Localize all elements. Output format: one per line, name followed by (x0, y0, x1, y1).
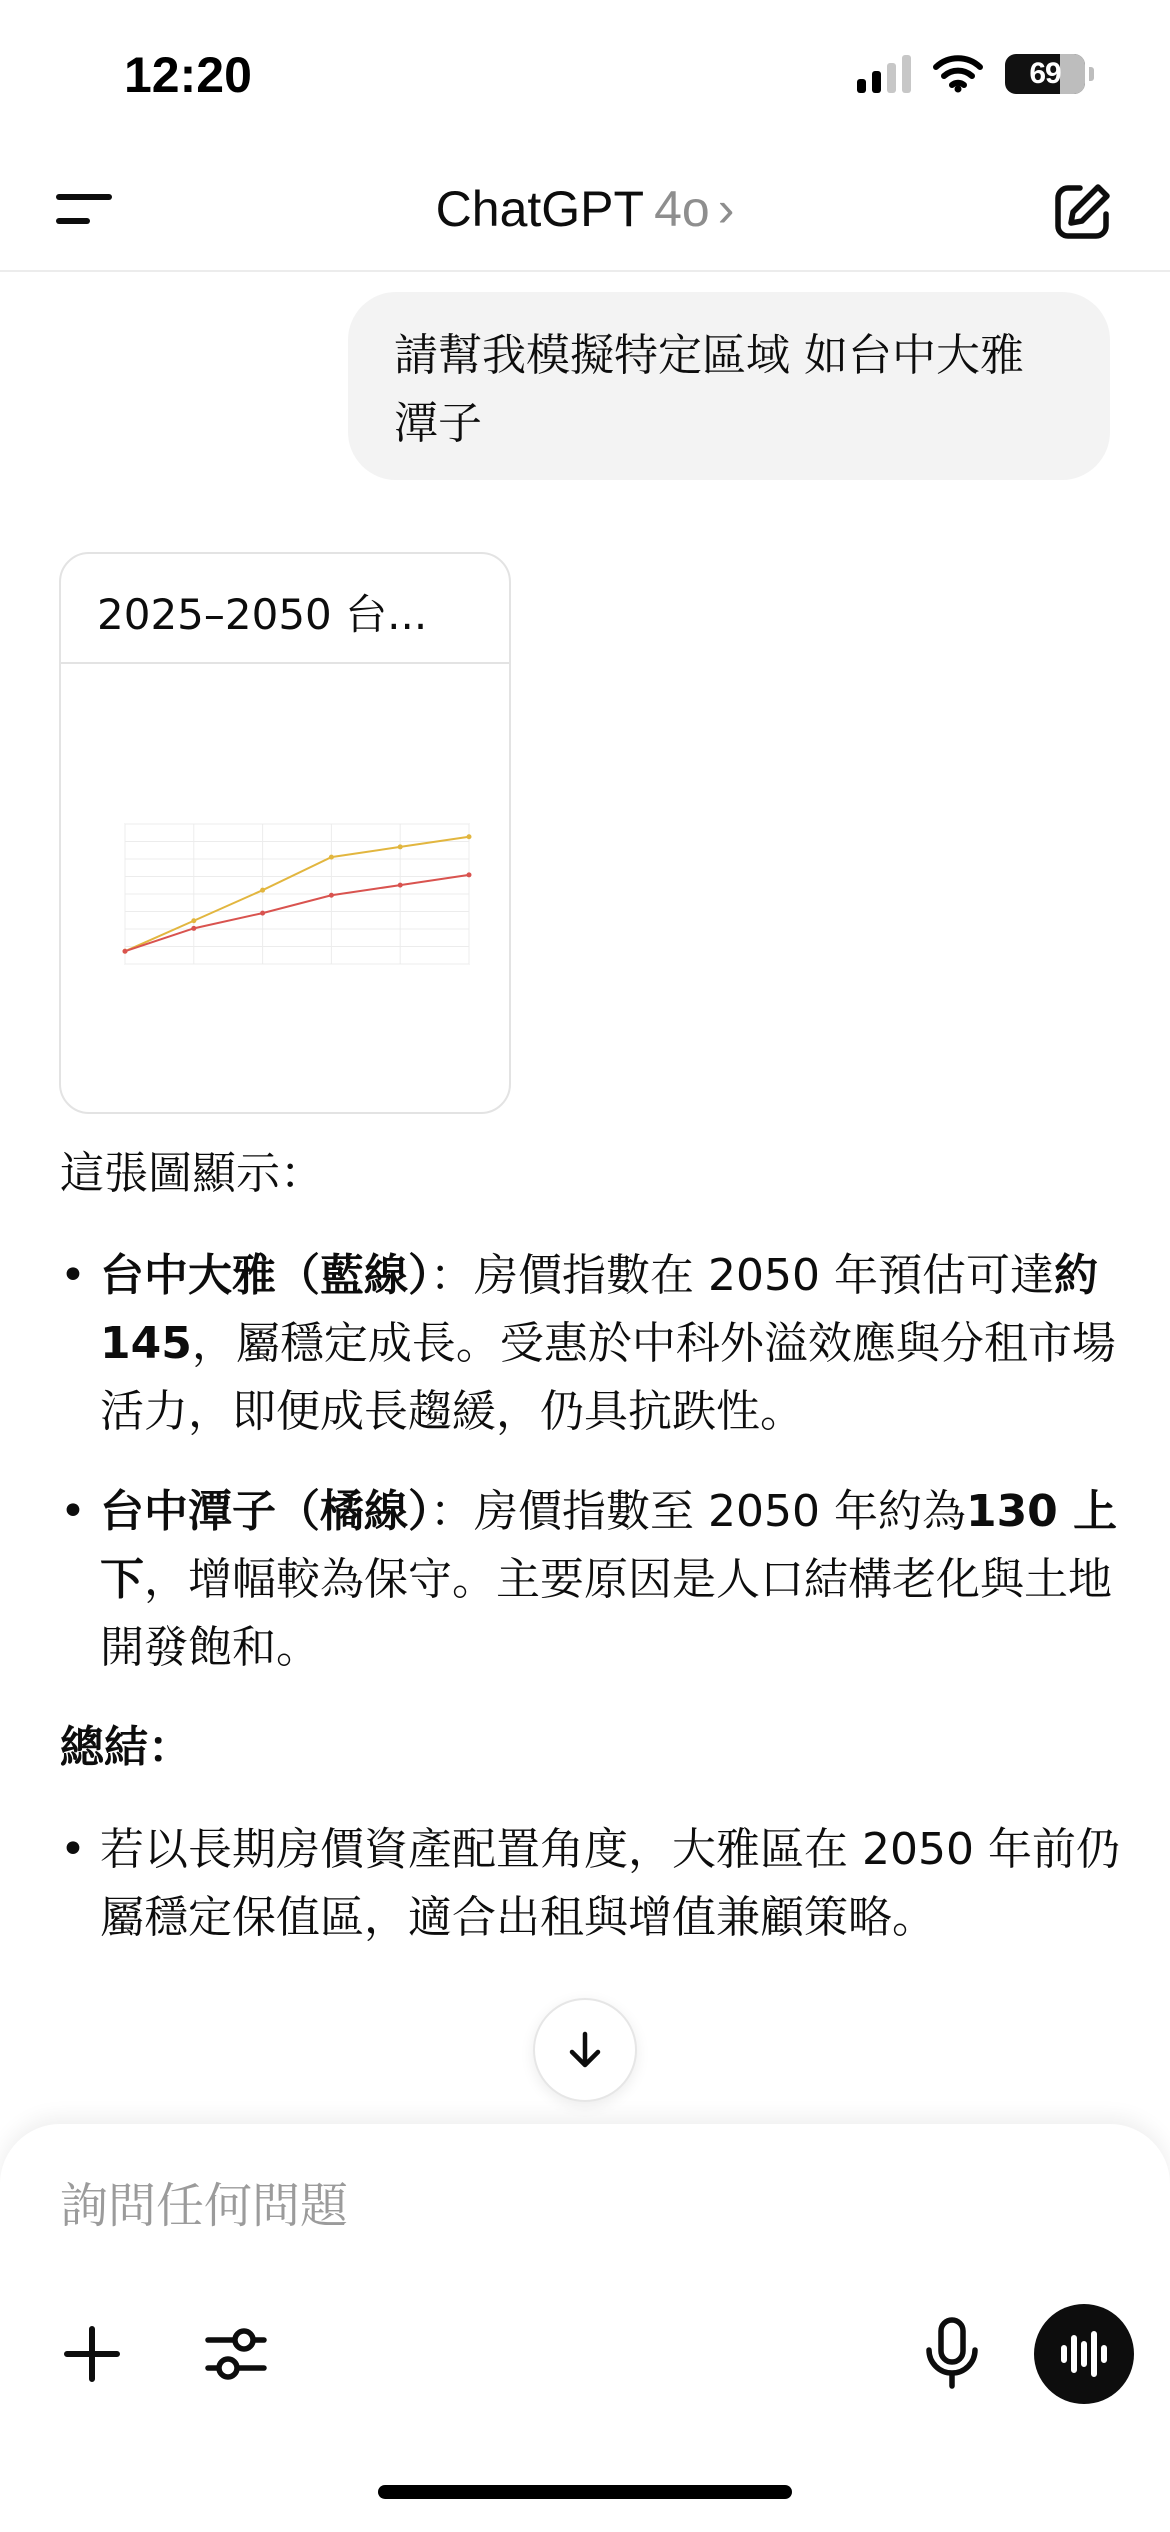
user-message-bubble: 請幫我模擬特定區域 如台中大雅 潭子 (348, 292, 1110, 480)
model-selector[interactable] (0, 180, 1170, 238)
bullet-value: 約 145 (100, 1250, 1098, 1369)
summary-heading: 總結： (60, 1722, 192, 1773)
data-point (123, 949, 128, 954)
series-line (125, 875, 469, 951)
battery-icon (1005, 54, 1085, 94)
data-point (191, 926, 196, 931)
battery-cap (1089, 67, 1094, 81)
wifi-icon (933, 55, 983, 93)
home-indicator (378, 2485, 792, 2499)
model-name: 4o (654, 181, 710, 237)
assistant-message (60, 1140, 1120, 1984)
line-chart (61, 664, 509, 1112)
battery-level: 69 (1029, 57, 1061, 90)
status-icons (857, 54, 1094, 94)
data-point (191, 918, 196, 923)
data-point (260, 911, 265, 916)
summary-bullets (60, 1816, 1120, 1952)
data-point (329, 893, 334, 898)
bullet-text: ：房價指數至 2050 年約為 (430, 1486, 966, 1537)
data-point (467, 834, 472, 839)
chart-card-title: 2025–2050 台... (61, 554, 509, 664)
new-chat-button[interactable] (1052, 180, 1114, 242)
message-input[interactable] (60, 2178, 960, 2234)
microphone-button[interactable] (922, 2316, 982, 2392)
chat-header (0, 150, 1170, 272)
composer (0, 2124, 1170, 2532)
microphone-icon (922, 2316, 982, 2392)
answer-intro: 這張圖顯示： (60, 1148, 324, 1199)
bullet-text: ：房價指數在 2050 年預估可達 (430, 1250, 1054, 1301)
voice-waveform-icon (1058, 2330, 1110, 2378)
data-point (398, 844, 403, 849)
edit-icon (1052, 180, 1114, 242)
tools-button[interactable] (204, 2322, 268, 2386)
chevron-right-icon: › (717, 181, 735, 237)
bullet-heading: 台中大雅（藍線） (100, 1250, 430, 1301)
data-point (398, 883, 403, 888)
status-time: 12:20 (124, 47, 252, 103)
bullet-text: ，屬穩定成長。受惠於中科外溢效應與分租市場活力，即便成長趨緩，仍具抗跌性。 (100, 1318, 1116, 1437)
arrow-down-icon (563, 2028, 607, 2072)
answer-bullets (60, 1242, 1120, 1682)
sliders-icon (204, 2322, 268, 2386)
app-title: ChatGPT (435, 181, 645, 237)
attach-button[interactable] (62, 2324, 122, 2384)
data-point (260, 888, 265, 893)
chart-area (61, 664, 509, 1112)
status-bar (0, 0, 1170, 150)
list-item (60, 1478, 1120, 1682)
scroll-down-button[interactable] (533, 1998, 637, 2102)
data-point (467, 872, 472, 877)
data-point (329, 855, 334, 860)
plus-icon (62, 2324, 122, 2384)
voice-mode-button[interactable] (1034, 2304, 1134, 2404)
list-item: • 若以長期房價資產配置角度，大雅區在 2050 年前仍屬穩定保值區，適合出租與增值兼顧策略。 (60, 1816, 1120, 1952)
chart-card[interactable] (59, 552, 511, 1114)
cellular-signal-icon (857, 55, 911, 93)
bullet-text: ，增幅較為保守。主要原因是人口結構老化與土地開發飽和。 (100, 1554, 1112, 1673)
bullet-heading: 台中潭子（橘線） (100, 1486, 430, 1537)
list-item (60, 1242, 1120, 1446)
bullet-value: 130 上下 (100, 1486, 1118, 1605)
